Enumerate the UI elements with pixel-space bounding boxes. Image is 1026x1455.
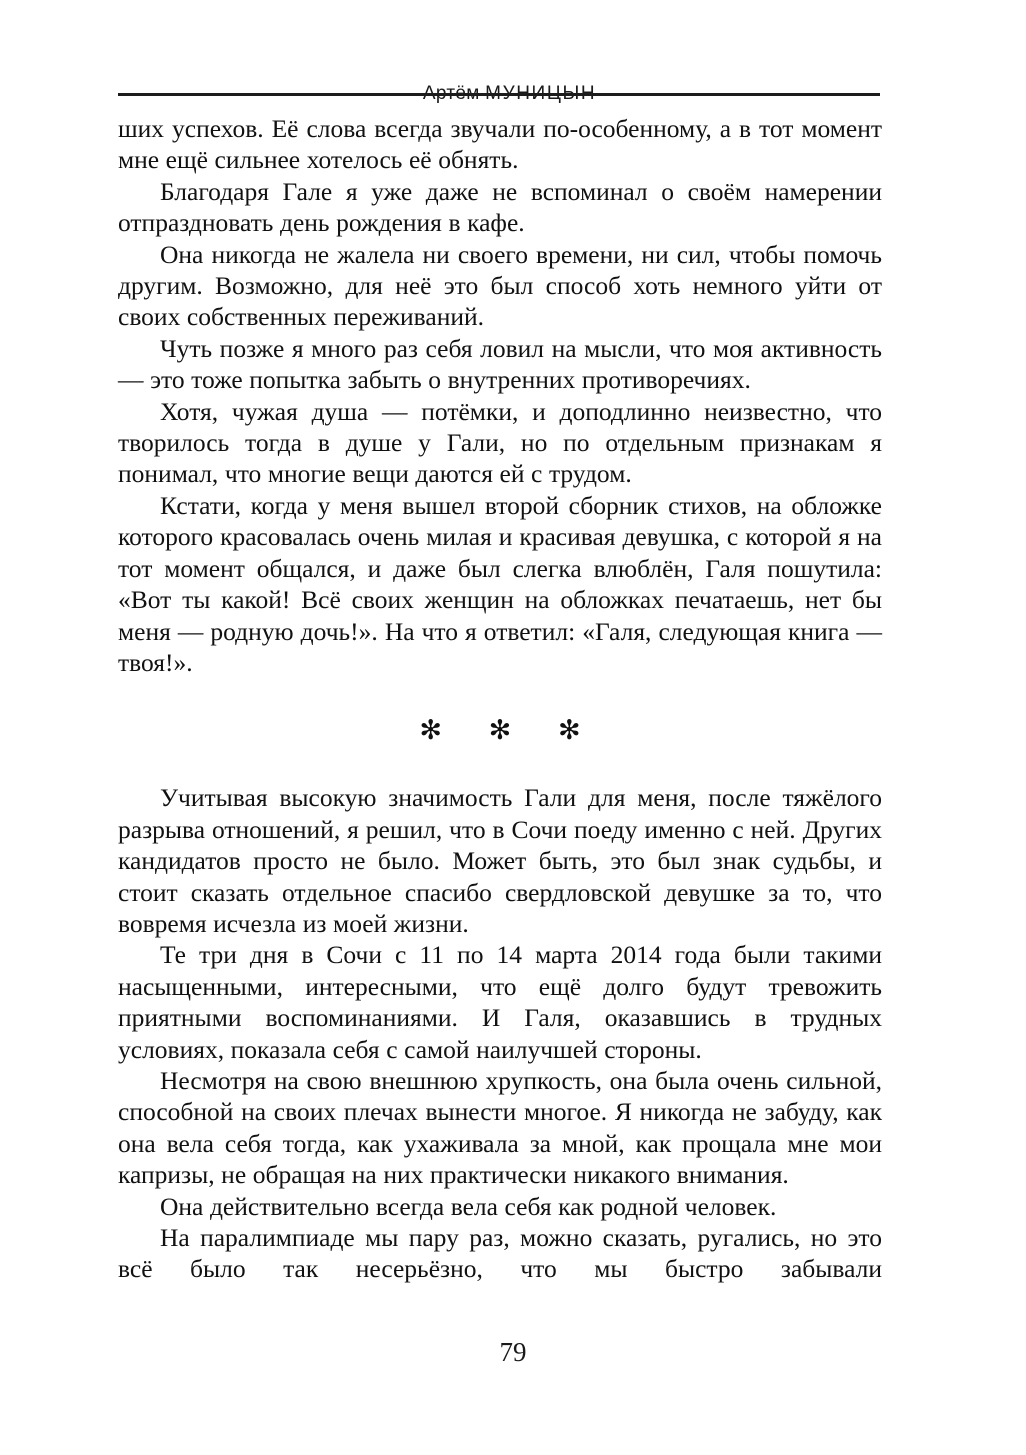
running-head-last-name: МУНИЦЫН — [485, 83, 597, 104]
page-number: 79 — [499, 1337, 527, 1367]
asterisk-separator-icon: ✻ ✻ ✻ — [419, 714, 601, 745]
paragraph: ших успехов. Её слова всегда звучали по-особенному, а в тот момент мне ещё сильнее хотелось её обнять. — [118, 114, 882, 175]
paragraph: Она никогда не жалела ни своего времени, ни сил, чтобы помочь другим. Возможно, для неё это был способ хоть немного уйти от своих собственных переживаний. — [118, 239, 882, 332]
paragraph: На паралимпиаде мы пару раз, можно сказать, ругались, но это всё было так несерьёзно, что мы быстро забывали — [118, 1223, 882, 1284]
paragraph: Кстати, когда у меня вышел второй сборник стихов, на обложке которого красовалась очень милая и красивая девушка, с которой я на тот момент общался, и даже был слегка влюблён, Галя пошутила: «Вот ты какой! Всё своих женщин на обложках печатаешь, нет бы меня — родную дочь!». На что я ответил: «Галя, следующая книга — твоя!». — [118, 490, 882, 677]
paragraph: Несмотря на свою внешнюю хрупкость, она была очень сильной, способной на своих плечах вынести многое. Я никогда не забуду, как она вела себя тогда, как ухаживала за мной, как прощала мне мои капризы, не обращая на них практически никакого внимания. — [118, 1065, 882, 1190]
paragraph: Чуть позже я много раз себя ловил на мысли, что моя активность — это тоже попытка забыть о внутренних противоречиях. — [118, 333, 882, 395]
running-head-first-name: Артём — [422, 83, 486, 104]
paragraph: Учитывая высокую значимость Гали для меня, после тяжёлого разрыва отношений, я решил, что в Сочи поеду именно с ней. Других кандидатов просто не было. Может быть, это был знак судьбы, и стоит сказать отдельное спасибо свердловской девушке за то, что вовремя исчезла из моей жизни. — [118, 783, 882, 938]
text-column — [118, 113, 882, 1285]
paragraph: Хотя, чужая душа — потёмки, и доподлинно неизвестно, что творилось тогда в душе у Гали, но по отдельным признакам я понимал, что многие вещи даются ей с трудом. — [118, 396, 882, 489]
paragraph: Она действительно всегда вела себя как родной человек. — [160, 1191, 777, 1221]
header-rule-divider — [118, 93, 880, 96]
paragraph: Те три дня в Сочи с 11 по 14 марта 2014 года были такими насыщенными, интересными, что ещё долго будут тревожить приятными воспоминаниями. И Галя, оказавшись в трудных условиях, показала себя с самой наилучшей стороны. — [118, 940, 882, 1064]
paragraph: Благодаря Гале я уже даже не вспоминал о своём намерении отпраздновать день рождения в кафе. — [118, 176, 882, 238]
section-break-divider — [118, 678, 882, 782]
